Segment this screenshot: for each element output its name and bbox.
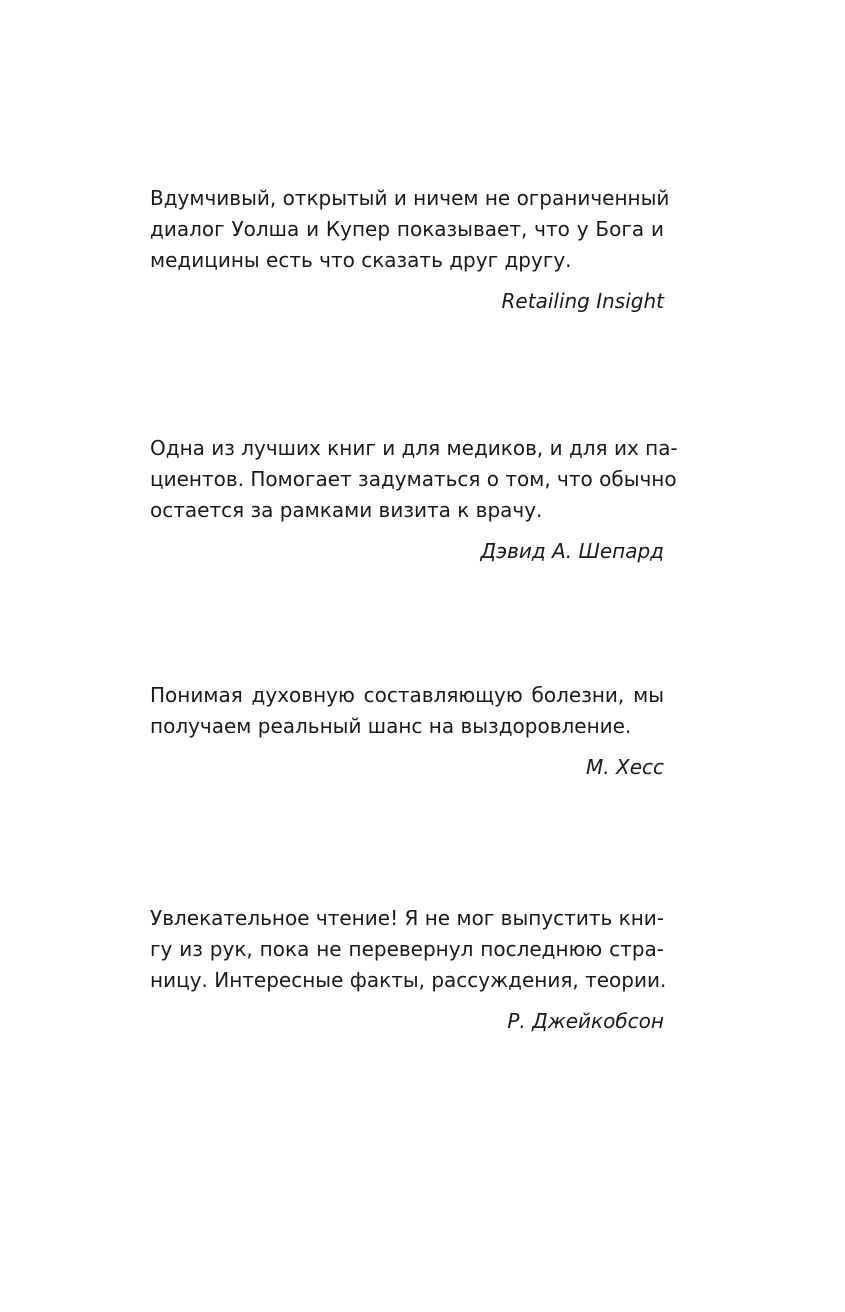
quote-block (150, 903, 667, 1035)
quote-attribution: М. Хесс (586, 755, 664, 779)
quote-attribution: Р. Джейкобсон (507, 1009, 664, 1033)
quote-block (150, 680, 664, 781)
quote-block (150, 433, 678, 565)
quote-line: диалог Уолша и Купер показывает, что у Бога и (150, 217, 664, 241)
quote-line: циентов. Помогает задуматься о том, что обычно (150, 467, 677, 491)
quote-line: получаем реальный шанс на выздоровление. (150, 714, 632, 738)
quote-line: ницу. Интересные факты, рассуждения, теории. (150, 968, 667, 992)
quote-attribution: Дэвид А. Шепард (480, 539, 664, 563)
quote-line: Вдумчивый, открытый и ничем не ограниченный (150, 186, 670, 210)
quote-line: Одна из лучших книг и для медиков, и для их па- (150, 436, 678, 460)
quote-line: Увлекательное чтение! Я не мог выпустить кни- (150, 906, 664, 930)
quote-line: Понимая духовную составляющую болезни, мы (150, 683, 664, 707)
quote-line: медицины есть что сказать друг другу. (150, 248, 572, 272)
quote-line: остается за рамками визита к врачу. (150, 498, 543, 522)
quote-attribution: Retailing Insight (501, 289, 664, 313)
quote-block (150, 183, 670, 315)
quote-line: гу из рук, пока не перевернул последнюю стра- (150, 937, 664, 961)
